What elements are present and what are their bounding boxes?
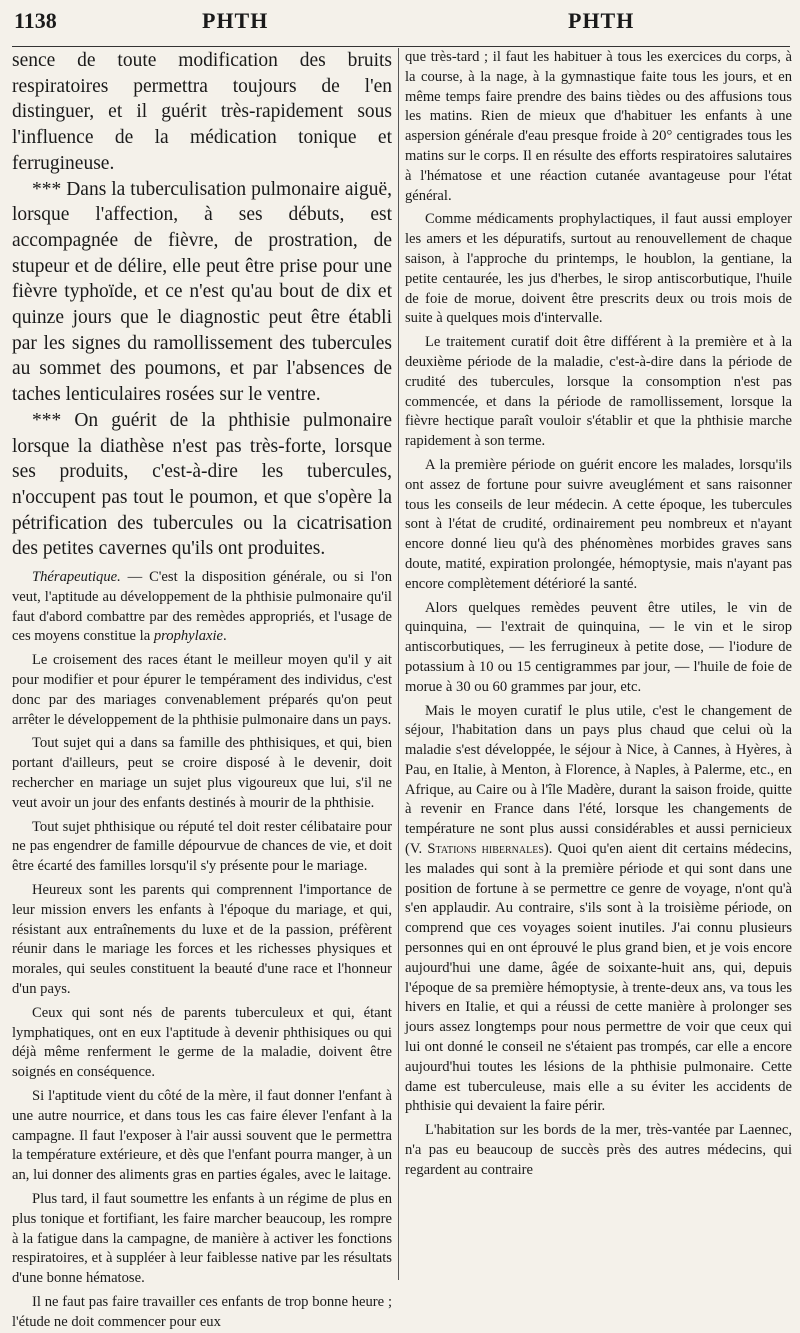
paragraph: A la première période on guérit encore les malades, lorsqu'ils ont assez de fortune pour suivre aveuglément et sans raisonner tous les conseils de leur médecin. A cette époque, les tubercules sont à l'état de crudité, ordinairement peu nombreux et n'ayant encore donné lieu qu'à des phénomènes morbides graves sans doute, matité, expiration prolongée, hémoptysie, mais n'ayant pas encore complètement détérioré la santé. [405,456,792,592]
paragraph: Le croisement des races étant le meilleur moyen qu'il y ait pour modifier et pour épurer le tempérament des individus, c'est donc par des mariages convenablement préparés qu'on peut arrêter le développement de la phthisie pulmonaire dans un pays. [12,652,392,728]
emphasis-term: prophylaxie [153,628,224,645]
large-text-block [12,48,392,562]
paragraph: Ceux qui sont nés de parents tuberculeux et qui, étant lymphatiques, ont en eux l'aptitude à devenir phthisiques ou qui déjà même renferment le germe de la maladie, doivent être soignés en conséquence. [12,1004,392,1081]
paragraph-text: — C'est la disposition générale, ou si l'on veut, l'aptitude au développement de la phthisie pulmonaire qu'il faut d'abord combattre par des remèdes appropriés, et l'usage de ces moyens constitue la [12,569,392,645]
paragraph: Plus tard, il faut soumettre les enfants à un régime de plus en plus tonique et fortifiant, les faire marcher beaucoup, les rompre à la fatigue dans la campagne, de manière à activer les fonctions respiratoires, et à suppléer à leur faiblesse native par les résultats d'une bonne hématose. [12,1190,392,1287]
stations-paragraph [405,702,792,1118]
paragraph: Il ne faut pas faire travailler ces enfants de trop bonne heure ; l'étude ne doit commencer pour eux [12,1293,392,1330]
running-head-right: PHTH [568,8,635,33]
page-number: 1138 [14,8,57,33]
small-text-block [12,568,392,1332]
paragraph: Le traitement curatif doit être différent à la première et à la deuxième période de la maladie, c'est-à-dire dans la période de crudité des tubercules, lorsque la consomption n'est pas commencée, et dans la période de ramollissement, lorsque la fièvre hectique paraît vouloir s'établir et que la phthisie marche rapidement à son terme. [405,334,792,450]
paragraph: Tout sujet phthisique ou réputé tel doit rester célibataire pour ne pas engendrer de famille dépourvue de chances de vie, et doit être écarté des familles lorsqu'il s'y présente pour le mariage. [12,818,392,875]
paragraph: L'habitation sur les bords de la mer, très-vantée par Laennec, n'a pas eu beaucoup de succès près des autres médecins, qui regardent au contraire [405,1122,792,1178]
paragraph: sence de toute modification des bruits respiratoires permettra toujours de l'en distinguer, et il guérit très-rapidement sous l'influence de la médication tonique et ferrugineuse. [12,50,392,174]
paragraph: *** Dans la tuberculisation pulmonaire aiguë, lorsque l'affection, à ses débuts, est accompagnée de fièvre, de prostration, de stupeur et de délire, elle peut être prise pour une fièvre typhoïde, et ce n'est qu'au bout de dix et quinze jours que le diagnostic peut être établi par les signes du ramollissement des tubercules au sommet des poumons, et par l'absences de taches lenticulaires rosées sur le ventre. [12,178,392,406]
paragraph: que très-tard ; il faut les habituer à tous les exercices du corps, à la course, à la nage, à la gymnastique faite tous les jours, et en même temps faire prendre des bains tièdes ou des affusions tous les matins. Rien de mieux que d'habituer les enfants à une aspersion générale d'eau presque froide à 20° centigrades tous les matins sur le corps. Il en résulte des efforts respiratoires salutaires à l'hématose et une réaction cutanée avantageuse pour l'état général. [405,49,792,204]
paragraph: Heureux sont les parents qui comprennent l'importance de leur mission envers les enfants à l'époque du mariage, et qui, résistant aux entraînements du luxe et de la passion, préfèrent réunir dans le mariage les forces et les richesses physiques et morales, qui seules constituent la beauté d'une race et l'honneur d'un pays. [12,882,392,997]
text-columns [12,48,792,1330]
left-column [12,48,392,1330]
paragraph-text: ). Quoi qu'en aient dit certains médecins, les malades qui sont à la première période et qui sont dans une position de fortune à se permettre ce genre de voyage, n'ont qu'à s'en applaudir. Au contraire, s'ils sont à la troisième période, on comprend que ces voyages soient inutiles. J'ai connu plusieurs personnes qui en ont éprouvé le plus grand bien, et je vois encore aujourd'hui une dame, âgée de soixante-huit ans, qui, depuis l'époque de sa première hémoptysie, à trente-deux ans, va tous les hivers en Italie, et qui a réussi de cette manière à prolonger ses jours assez longtemps pour nous permettre de voir que ceux qui lui ont donné le conseil ne s'étaient pas trompés, car elle a encore aujourd'hui toutes les lésions de la phthisie pulmonaire. Cette dame est tuberculeuse, mais elle a su éviter les accidents de phthisie qui devaient la faire périr. [405,841,792,1115]
paragraph: Tout sujet qui a dans sa famille des phthisiques, et qui, bien portant d'ailleurs, peut se croire disposé à le devenir, doit rechercher en mariage un sujet plus vigoureux que lui, s'il ne veut avoir un jour des enfants destinés à mourir de la phthisie. [12,735,392,811]
column-divider [398,48,399,1280]
paragraph-end: . [223,628,227,645]
paragraph: Alors quelques remèdes peuvent être utiles, le vin de quinquina, — l'extrait de quinquina, — le vin et le sirop antiscorbutiques, — les ferrugineux à petite dose, — l'iodure de potassium à 10 ou 15 centigrammes par jour, — l'huile de foie de morue à 30 ou 60 grammes par jour, etc. [405,599,792,695]
running-head-left: PHTH [202,8,269,33]
paragraph-text: Mais le moyen curatif le plus utile, c'est le changement de séjour, l'habitation dans un pays plus chaud que celui où la maladie s'est développée, le séjour à Nice, à Cannes, à Hyères, à Pau, en Italie, à Menton, à Florence, à Naples, à Palerme, etc., en Afrique, au Caire ou à l'île Madère, durant la saison froide, quitte à revenir en France dans l'été, lorsque les changements de température ne sont plus aussi considérables et aussi pernicieux (V. [405,702,792,858]
paragraph: *** On guérit de la phthisie pulmonaire lorsque la diathèse n'est pas très-forte, lorsque ses produits, c'est-à-dire les tubercules, n'occupent pas tout le poumon, et que s'opère la pétrification des tubercules ou la cicatrisation des petites cavernes qu'ils ont produites. [12,409,392,560]
paragraph: Comme médicaments prophylactiques, il faut aussi employer les amers et les dépuratifs, surtout au renouvellement de chaque saison, à l'approche du printemps, le houblon, la gentiane, la petite centaurée, les jus d'herbes, le sirop antiscorbutique, l'huile de foie de morue, doivent être prescrits deux ou trois mois de suite à quelques mois d'intervalle. [405,211,792,327]
therapeutique-paragraph [12,568,392,647]
section-label: Thérapeutique. [32,569,121,586]
right-column [405,48,792,1280]
page-header [12,6,790,47]
paragraph: Si l'aptitude vient du côté de la mère, il faut donner l'enfant à une autre nourrice, et dans tous les cas faire élever l'enfant à la campagne. Il faut l'exposer à l'air aussi souvent que le permettra la température extérieure, et dès que l'enfant pourra manger, à un an, lui donner des aliments gras en parties égales, avec le laitage. [12,1087,392,1184]
cross-reference: Stations hibernales [427,841,544,858]
